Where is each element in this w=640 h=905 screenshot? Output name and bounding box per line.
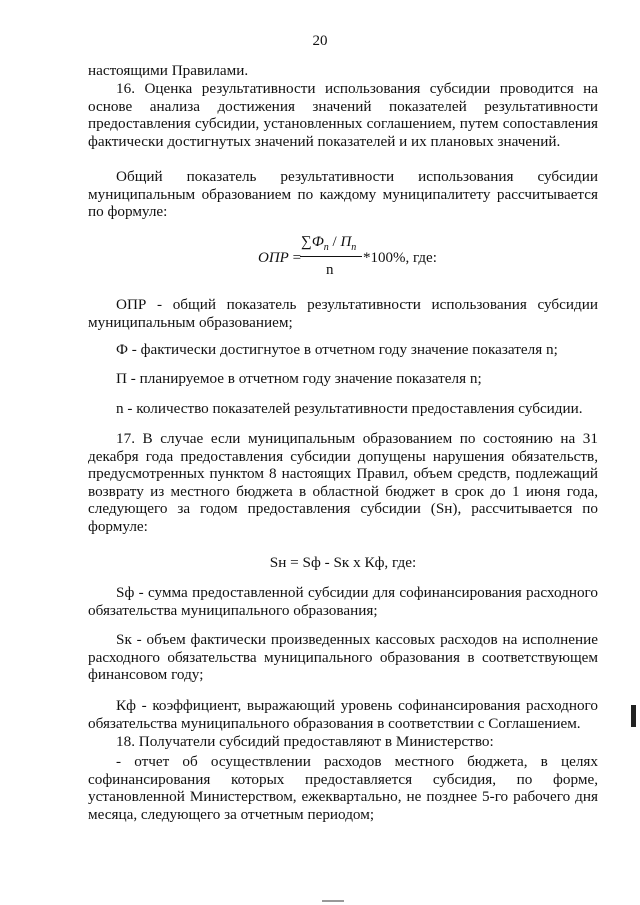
scan-edge-mark	[631, 705, 636, 727]
paragraph-17: 17. В случае если муниципальным образованием по состоянию на 31 декабря года предоставления субсидии допущены нарушения обязательств, предусмотренных пунктом 8 настоящих Правил, объем средств, подлежащий возврату из местного бюджета в областной бюджет в срок до 1 июня года, следующего за годом предоставления субсидии (Sн), рассчитывается по формуле:	[88, 430, 598, 535]
formula-opr-tail: *100%, где:	[363, 250, 437, 266]
paragraph-18: 18. Получатели субсидий предоставляют в Министерство:	[116, 733, 494, 750]
numerator-slash: /	[332, 234, 337, 250]
numerator-p: П	[340, 234, 352, 250]
numerator-f: Ф	[311, 234, 324, 250]
definition-opr: ОПР - общий показатель результативности использования субсидии муниципальным образованием;	[88, 296, 598, 331]
formula-sn: Sн = Sф - Sк x Кф, где:	[269, 554, 417, 571]
definition-p: П - планируемое в отчетном году значение показателя n;	[116, 370, 482, 387]
scan-bottom-mark	[322, 900, 344, 902]
paragraph-16: 16. Оценка результативности использования субсидии проводится на основе анализа достижения значений показателей результативности предоставления субсидии, установленных соглашением, путем сопоставления фактически достигнутых значений показателей и их плановых значений.	[88, 80, 598, 150]
numerator-f-index: n	[323, 242, 329, 253]
formula-numerator	[301, 234, 356, 253]
sum-sign: ∑	[301, 234, 312, 250]
formula-equals: =	[292, 250, 302, 266]
formula-denominator: n	[326, 262, 334, 278]
page-number: 20	[312, 33, 328, 49]
formula-opr-name: ОПР	[258, 250, 289, 266]
definition-n: n - количество показателей результативности предоставления субсидии.	[116, 400, 583, 417]
definition-kf: Кф - коэффициент, выражающий уровень софинансирования расходного обязательства муниципального образования в соответствии с Соглашением.	[88, 697, 598, 732]
fraction-line	[300, 256, 362, 257]
numerator-p-index: n	[351, 242, 357, 253]
definition-f: Ф - фактически достигнутое в отчетном году значение показателя n;	[116, 341, 558, 358]
paragraph-18-item: - отчет об осуществлении расходов местного бюджета, в целях софинансирования которых предоставляется субсидия, по форме, установленной Министерством, ежеквартально, не позднее 5-го рабочего дня месяца, следующего за отчетным периодом;	[88, 753, 598, 823]
text-continuation: настоящими Правилами.	[88, 62, 249, 79]
definition-sf: Sф - сумма предоставленной субсидии для софинансирования расходного обязательства муниципального образования;	[88, 584, 598, 619]
definition-sk: Sк - объем фактически произведенных кассовых расходов на исполнение расходного обязательства муниципального образования в соответствующем финансовом году;	[88, 631, 598, 684]
formula-opr-lhs	[258, 250, 301, 267]
paragraph-formula-intro: Общий показатель результативности использования субсидии муниципальным образованием по каждому муниципалитету рассчитывается по формуле:	[88, 168, 598, 221]
